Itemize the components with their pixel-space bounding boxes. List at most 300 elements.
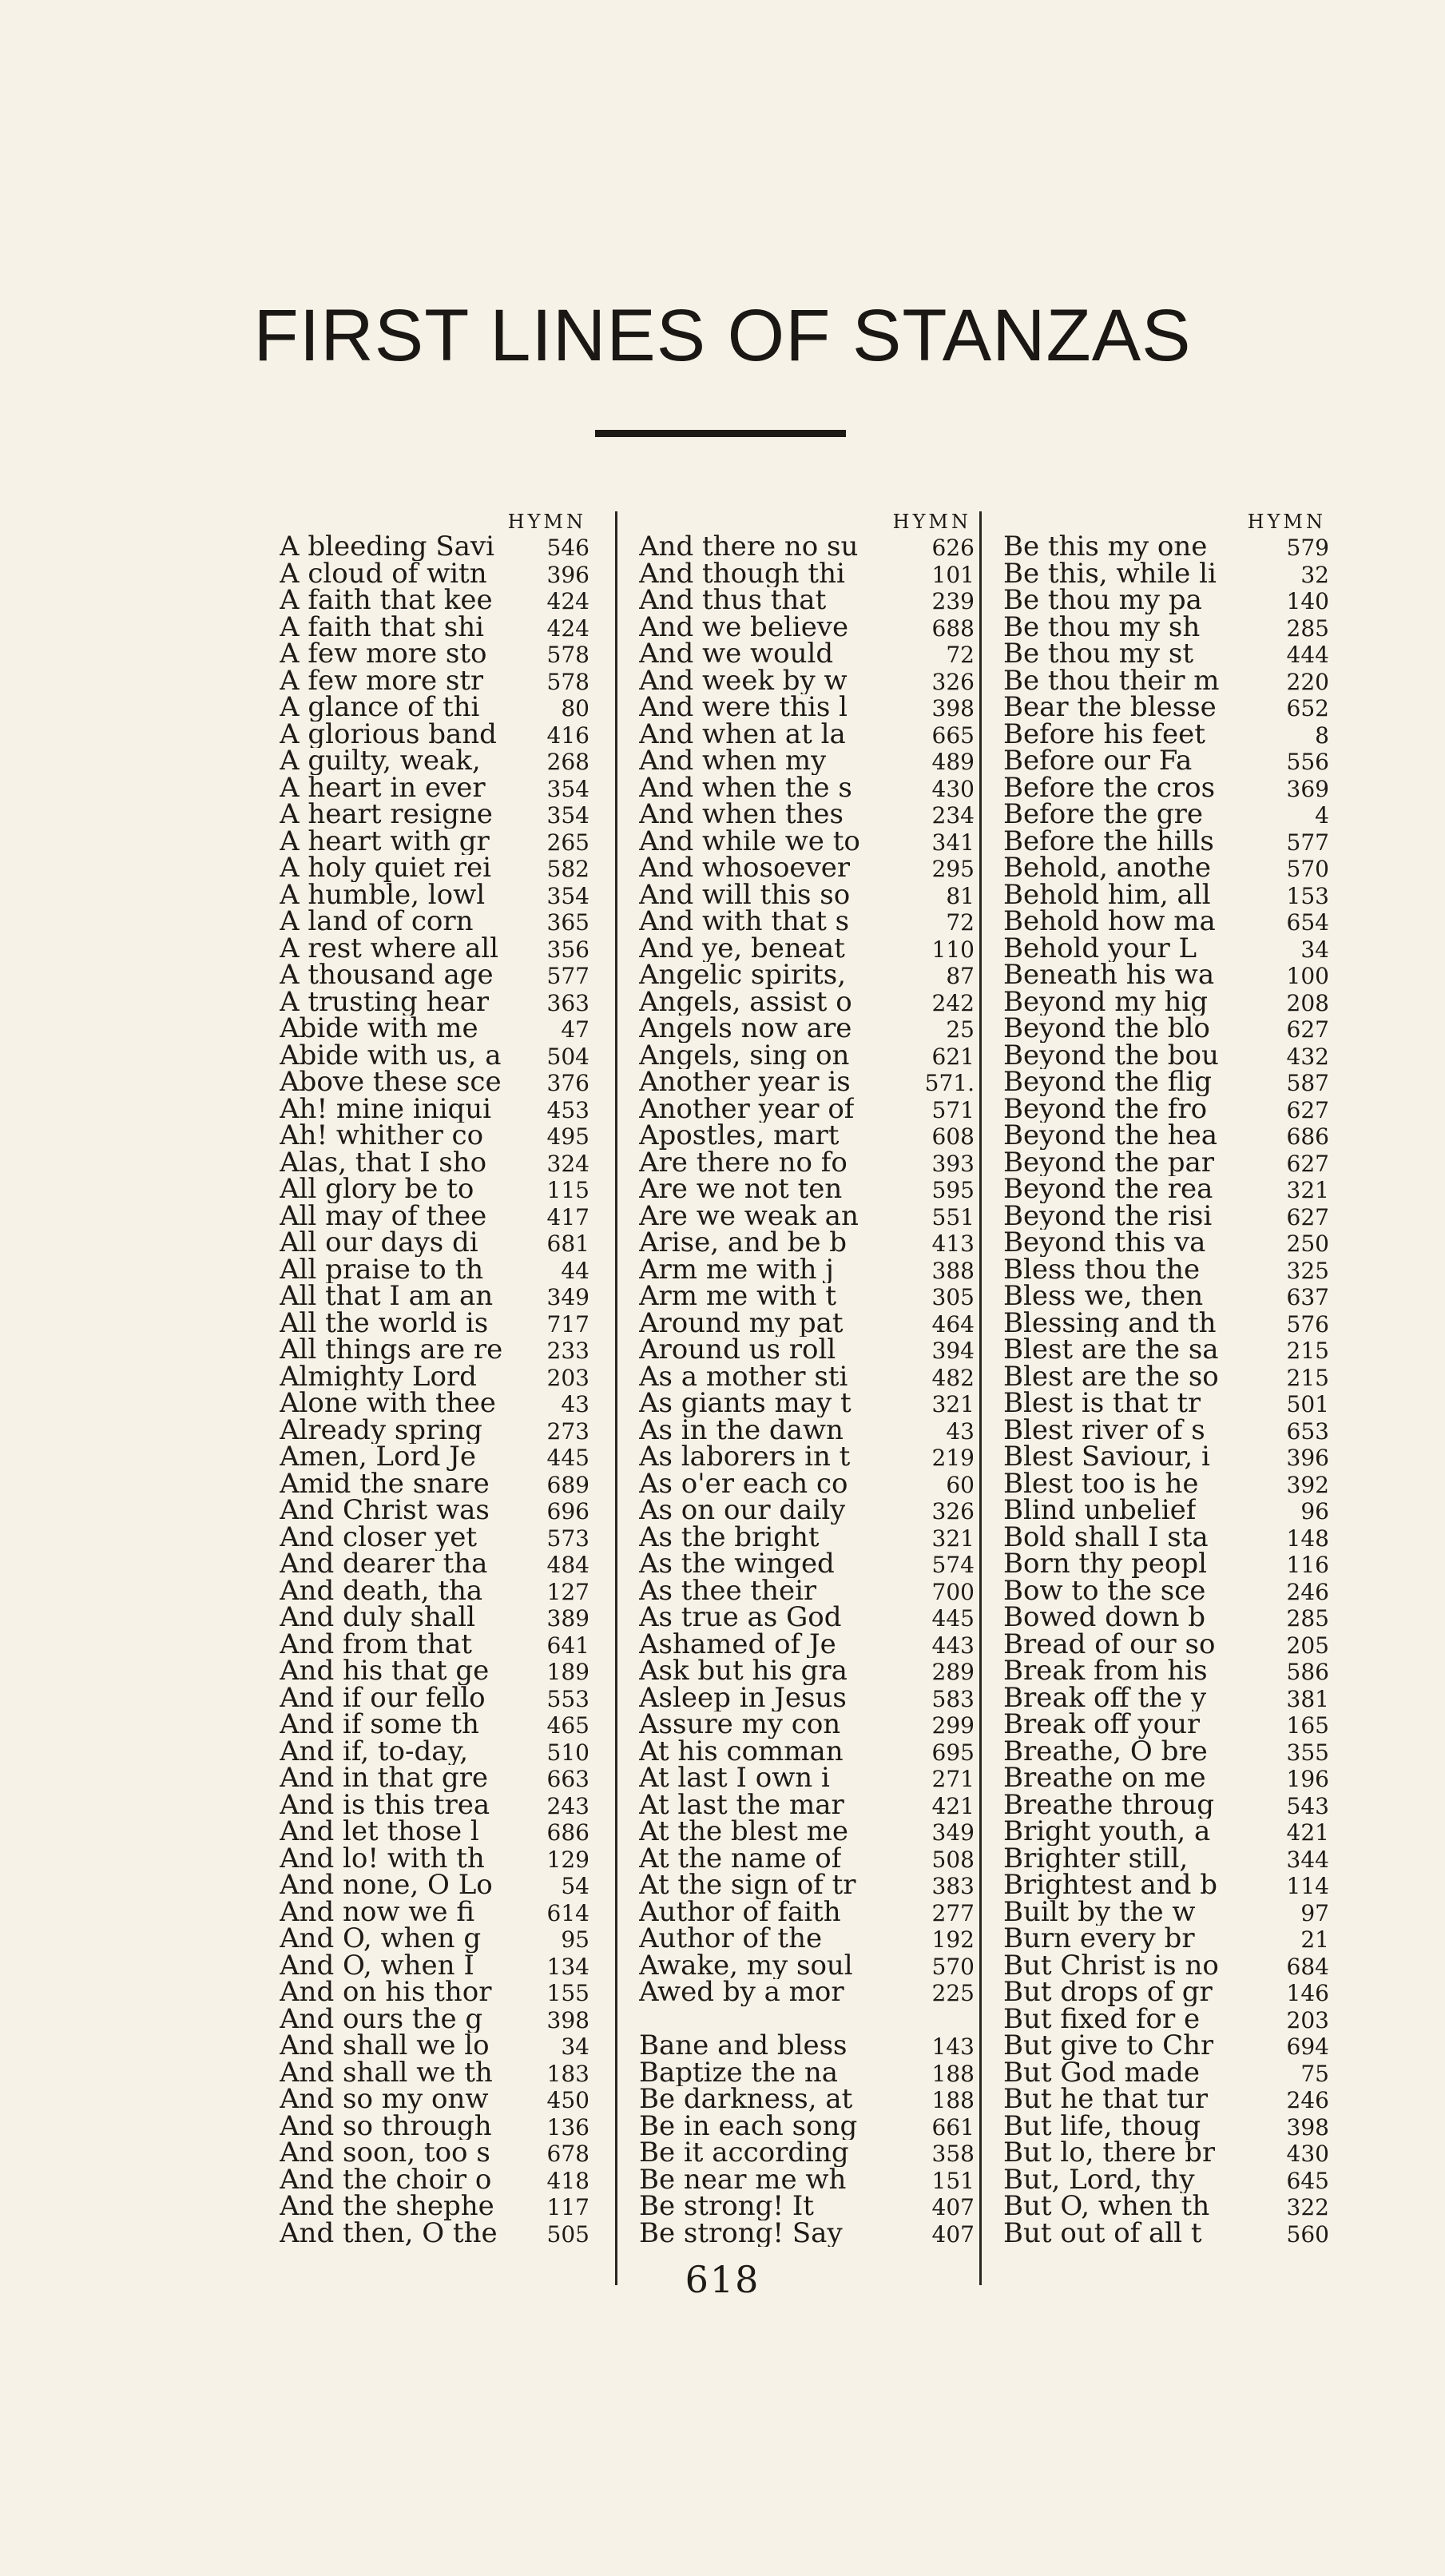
first-line-text: Above these sce xyxy=(280,1069,502,1096)
first-line-text: And dearer tha xyxy=(280,1551,488,1578)
first-line-text: Beyond the par xyxy=(1003,1149,1215,1176)
first-line-text: A holy quiet rei xyxy=(280,855,491,882)
first-line-text: Blest river of s xyxy=(1003,1417,1205,1444)
title-rule xyxy=(595,430,846,437)
hymn-number: 72 xyxy=(946,909,975,936)
first-line-text: Already spring xyxy=(280,1417,482,1444)
hymn-number: 689 xyxy=(546,1471,590,1498)
hymn-number: 250 xyxy=(1286,1230,1329,1257)
first-line-text: A rest where all xyxy=(280,935,498,962)
first-line-text: At last the mar xyxy=(639,1791,844,1819)
hymn-number: 560 xyxy=(1286,2220,1329,2248)
hymn-number: 134 xyxy=(546,1953,590,1980)
index-entry xyxy=(1003,1979,1329,2006)
first-line-text: And his that ge xyxy=(280,1658,490,1685)
first-line-text: And then, O the xyxy=(280,2220,498,2247)
hymn-number: 355 xyxy=(1286,1739,1329,1766)
index-column-2 xyxy=(639,510,975,2247)
first-line-text: Around my pat xyxy=(639,1310,844,1337)
first-line-text: Ashamed of Je xyxy=(639,1631,836,1658)
hymn-number: 47 xyxy=(561,1016,590,1043)
first-line-text: And so through xyxy=(280,2113,492,2140)
first-line-text: And when thes xyxy=(639,801,844,829)
hymn-number: 117 xyxy=(546,2194,590,2220)
first-line-text: Bread of our so xyxy=(1003,1631,1216,1658)
index-entry xyxy=(280,908,590,936)
index-entry xyxy=(280,1953,590,1980)
first-line-text: And is this trea xyxy=(280,1791,490,1819)
first-line-text: Before the cros xyxy=(1003,774,1216,801)
first-line-text: A humble, lowl xyxy=(280,881,486,908)
first-line-text: And the shephe xyxy=(280,2193,494,2220)
first-line-text: And were this l xyxy=(639,694,848,722)
first-line-text: A bleeding Savi xyxy=(280,534,494,561)
first-line-text: As giants may t xyxy=(639,1390,852,1417)
index-entry xyxy=(639,1632,975,1659)
index-entry xyxy=(1003,748,1329,775)
hymn-number: 694 xyxy=(1286,2033,1329,2060)
hymn-number: 443 xyxy=(931,1632,975,1659)
hymn-number: 678 xyxy=(546,2141,590,2167)
hymn-number: 444 xyxy=(1286,642,1329,668)
index-entry xyxy=(639,587,975,614)
index-entry xyxy=(280,641,590,668)
hymn-number: 148 xyxy=(1286,1525,1329,1552)
index-entry xyxy=(280,2086,590,2113)
index-entry xyxy=(639,1739,975,1766)
index-entry xyxy=(280,1846,590,1873)
hymn-number: 392 xyxy=(1286,1471,1329,1498)
first-line-text: As laborers in t xyxy=(639,1444,851,1471)
hymn-number: 341 xyxy=(931,829,975,856)
hymn-number: 376 xyxy=(546,1070,590,1096)
first-line-text: And while we to xyxy=(639,828,860,855)
index-entry xyxy=(1003,775,1329,802)
index-entry xyxy=(639,2167,975,2194)
first-line-text: Beneath his wa xyxy=(1003,962,1215,989)
index-entry xyxy=(280,1444,590,1471)
hymn-number: 196 xyxy=(1286,1766,1329,1792)
first-line-text: Bold shall I sta xyxy=(1003,1524,1209,1551)
index-entry xyxy=(280,1632,590,1659)
index-entry xyxy=(1003,855,1329,882)
hymn-number: 234 xyxy=(931,802,975,829)
hymn-number: 34 xyxy=(561,2033,590,2060)
index-entry xyxy=(639,962,975,989)
index-column-1 xyxy=(280,510,590,2247)
index-entry xyxy=(280,1872,590,1899)
first-line-text: Beyond the risi xyxy=(1003,1203,1213,1230)
first-line-text: And duly shall xyxy=(280,1604,475,1632)
hymn-number: 700 xyxy=(931,1578,975,1605)
first-line-text: Alone with thee xyxy=(280,1390,496,1417)
hymn-number: 165 xyxy=(1286,1712,1329,1739)
index-column-3 xyxy=(1003,510,1329,2247)
index-entry xyxy=(639,1578,975,1605)
index-entry xyxy=(639,1497,975,1525)
first-line-text: Blest are the sa xyxy=(1003,1337,1219,1364)
hymn-number: 579 xyxy=(1286,535,1329,561)
hymn-number: 396 xyxy=(546,561,590,588)
hymn-number: 129 xyxy=(546,1846,590,1873)
hymn-number: 583 xyxy=(931,1685,975,1712)
index-entry xyxy=(1003,1846,1329,1873)
index-entry xyxy=(1003,962,1329,989)
hymn-number: 271 xyxy=(931,1766,975,1792)
index-entry xyxy=(280,1096,590,1123)
first-line-text: And lo! with th xyxy=(280,1845,485,1872)
hymn-number: 95 xyxy=(561,1926,590,1953)
hymn-number: 363 xyxy=(546,989,590,1016)
first-line-text: Author of faith xyxy=(639,1898,841,1926)
hymn-number: 153 xyxy=(1286,882,1329,909)
index-entry xyxy=(639,1846,975,1873)
index-entry xyxy=(1003,2167,1329,2194)
first-line-text: Be this my one xyxy=(1003,534,1208,561)
index-entry xyxy=(280,1471,590,1498)
first-line-text: Blest is that tr xyxy=(1003,1390,1201,1417)
first-line-text: But life, thoug xyxy=(1003,2113,1201,2140)
index-entry xyxy=(1003,1069,1329,1096)
first-line-text: And we believe xyxy=(639,614,849,641)
hymn-number: 97 xyxy=(1300,1899,1329,1926)
first-line-text: Angelic spirits, xyxy=(639,962,847,989)
first-line-text: Bear the blesse xyxy=(1003,694,1217,722)
first-line-text: As o'er each co xyxy=(639,1470,848,1497)
first-line-text: Break off your xyxy=(1003,1711,1201,1739)
index-entry xyxy=(639,614,975,642)
hymn-number: 96 xyxy=(1300,1498,1329,1525)
index-entry xyxy=(1003,2006,1329,2033)
hymn-number: 595 xyxy=(931,1177,975,1203)
hymn-number: 321 xyxy=(931,1391,975,1417)
hymn-number: 416 xyxy=(546,722,590,749)
index-entry xyxy=(280,1364,590,1391)
hymn-number: 653 xyxy=(1286,1417,1329,1445)
hymn-number: 289 xyxy=(931,1659,975,1685)
hymn-number: 505 xyxy=(546,2220,590,2248)
hymn-number: 203 xyxy=(546,1364,590,1391)
index-entry xyxy=(1003,1310,1329,1338)
first-line-text: Author of the xyxy=(639,1926,823,1953)
index-entry xyxy=(280,801,590,829)
index-entry xyxy=(1003,908,1329,936)
index-entry xyxy=(280,936,590,963)
index-entry xyxy=(280,989,590,1016)
index-entry xyxy=(639,1390,975,1417)
hymn-number: 570 xyxy=(931,1953,975,1980)
hymn-number: 349 xyxy=(931,1819,975,1846)
hymn-number: 4 xyxy=(1315,802,1329,829)
hymn-number: 208 xyxy=(1286,989,1329,1016)
hymn-number: 246 xyxy=(1286,1578,1329,1605)
hymn-number: 686 xyxy=(546,1819,590,1846)
hymn-number: 354 xyxy=(546,882,590,909)
first-line-text: Beyond the hea xyxy=(1003,1123,1218,1150)
first-line-text: Be thou my sh xyxy=(1003,614,1201,641)
index-entry xyxy=(639,668,975,695)
column-header: HYMN xyxy=(507,511,586,533)
hymn-number: 396 xyxy=(1286,1445,1329,1471)
first-line-text: Breathe on me xyxy=(1003,1765,1206,1792)
first-line-text: All glory be to xyxy=(280,1176,474,1203)
hymn-number: 661 xyxy=(931,2113,975,2141)
hymn-number: 72 xyxy=(946,642,975,668)
hymn-number: 295 xyxy=(931,856,975,882)
first-line-text: Ah! whither co xyxy=(280,1123,484,1150)
first-line-text: Before his feet xyxy=(1003,721,1205,748)
index-entry xyxy=(1003,2060,1329,2087)
index-entry xyxy=(280,1230,590,1257)
hymn-number: 551 xyxy=(931,1203,975,1230)
index-entry xyxy=(639,1016,975,1043)
hymn-number: 407 xyxy=(931,2220,975,2248)
index-entry xyxy=(639,1257,975,1284)
first-line-text: Blessing and th xyxy=(1003,1310,1217,1337)
first-line-text: Built by the w xyxy=(1003,1898,1196,1926)
hymn-number: 464 xyxy=(931,1310,975,1338)
first-line-text: As the bright xyxy=(639,1524,820,1551)
index-entry xyxy=(639,1685,975,1712)
first-line-text: And if some th xyxy=(280,1711,479,1739)
index-entry xyxy=(1003,1578,1329,1605)
first-line-text: Bane and bless xyxy=(639,2033,848,2060)
first-line-text: But fixed for e xyxy=(1003,2006,1201,2033)
first-line-text: And when my xyxy=(639,748,827,775)
first-line-text: Beyond the blo xyxy=(1003,1016,1210,1043)
first-line-text: A few more sto xyxy=(280,641,487,668)
hymn-number: 489 xyxy=(931,749,975,775)
index-entry xyxy=(280,1203,590,1230)
hymn-number: 115 xyxy=(546,1177,590,1203)
first-line-text: Amen, Lord Je xyxy=(280,1444,477,1471)
first-line-text: And on his thor xyxy=(280,1979,492,2006)
index-entry xyxy=(639,829,975,856)
index-entry xyxy=(1003,1337,1329,1364)
hymn-number: 445 xyxy=(546,1445,590,1471)
first-line-text: And thus that xyxy=(639,587,827,614)
first-line-text: Before the gre xyxy=(1003,801,1203,829)
first-line-text: And O, when I xyxy=(280,1952,474,1979)
first-line-text: And though thi xyxy=(639,560,845,587)
index-entry xyxy=(639,1230,975,1257)
first-line-text: A trusting hear xyxy=(280,988,490,1016)
index-entry xyxy=(1003,1123,1329,1150)
hymn-number: 445 xyxy=(931,1605,975,1632)
hymn-number: 127 xyxy=(546,1578,590,1605)
first-line-text: All praise to th xyxy=(280,1256,484,1283)
first-line-text: Alas, that I sho xyxy=(280,1149,487,1176)
index-entry xyxy=(280,1551,590,1578)
first-line-text: Be this, while li xyxy=(1003,560,1217,587)
first-line-text: And in that gre xyxy=(280,1765,489,1792)
hymn-number: 430 xyxy=(931,775,975,802)
hymn-number: 695 xyxy=(931,1739,975,1766)
first-line-text: Blest are the so xyxy=(1003,1363,1219,1390)
index-entry xyxy=(639,2060,975,2087)
index-entry xyxy=(1003,2220,1329,2248)
first-line-text: And soon, too s xyxy=(280,2140,490,2167)
hymn-number: 183 xyxy=(546,2060,590,2087)
index-entry xyxy=(639,775,975,802)
first-line-text: All the world is xyxy=(280,1310,489,1337)
index-entry xyxy=(280,1979,590,2006)
hymn-number: 143 xyxy=(931,2033,975,2060)
index-entry xyxy=(639,1604,975,1632)
index-entry xyxy=(639,2193,975,2220)
hymn-number: 484 xyxy=(546,1552,590,1578)
first-line-text: But out of all t xyxy=(1003,2220,1202,2247)
hymn-number: 299 xyxy=(931,1712,975,1739)
first-line-text: Are there no fo xyxy=(639,1149,848,1176)
hymn-number: 101 xyxy=(931,561,975,588)
hymn-number: 220 xyxy=(1286,668,1329,695)
first-line-text: Awed by a mor xyxy=(639,1979,844,2006)
index-entry xyxy=(1003,2086,1329,2113)
first-line-text: Bless thou the xyxy=(1003,1256,1201,1283)
first-line-text: As thee their xyxy=(639,1577,817,1604)
hymn-number: 587 xyxy=(1286,1070,1329,1096)
index-entry xyxy=(280,668,590,695)
first-line-text: Arm me with t xyxy=(639,1283,837,1310)
index-entry xyxy=(280,534,590,561)
first-line-text: As a mother sti xyxy=(639,1363,848,1390)
index-entry xyxy=(280,829,590,856)
first-line-text: Born thy peopl xyxy=(1003,1551,1207,1578)
hymn-number: 321 xyxy=(1286,1177,1329,1203)
index-entry xyxy=(639,1979,975,2006)
first-line-text: At last I own i xyxy=(639,1765,830,1792)
index-entry xyxy=(639,694,975,722)
hymn-number: 225 xyxy=(931,1980,975,2006)
first-line-text: And we would xyxy=(639,641,834,668)
index-entry xyxy=(280,2167,590,2194)
hymn-number: 389 xyxy=(546,1605,590,1632)
index-entry xyxy=(1003,1016,1329,1043)
index-entry xyxy=(280,2060,590,2087)
first-line-text: Angels, assist o xyxy=(639,988,852,1016)
hymn-number: 654 xyxy=(1286,909,1329,936)
hymn-number: 265 xyxy=(546,829,590,856)
index-entry xyxy=(639,801,975,829)
hymn-number: 21 xyxy=(1300,1926,1329,1953)
index-entry xyxy=(280,1578,590,1605)
index-entry xyxy=(639,1417,975,1445)
first-line-text: But O, when th xyxy=(1003,2193,1210,2220)
first-line-text: Awake, my soul xyxy=(639,1952,853,1979)
hymn-number: 627 xyxy=(1286,1203,1329,1230)
hymn-number: 354 xyxy=(546,802,590,829)
hymn-number: 243 xyxy=(546,1792,590,1819)
first-line-text: Blind unbelief xyxy=(1003,1497,1197,1525)
first-line-text: Beyond this va xyxy=(1003,1230,1206,1257)
index-entry xyxy=(639,1525,975,1552)
index-entry xyxy=(1003,1096,1329,1123)
index-entry xyxy=(280,1283,590,1310)
index-entry xyxy=(1003,829,1329,856)
index-entry xyxy=(639,1203,975,1230)
column-header: HYMN xyxy=(892,511,971,533)
index-entry xyxy=(280,1043,590,1070)
index-entry xyxy=(639,641,975,668)
hymn-number: 556 xyxy=(1286,749,1329,775)
index-entry xyxy=(1003,2140,1329,2167)
index-entry xyxy=(1003,694,1329,722)
hymn-number: 8 xyxy=(1315,722,1329,749)
hymn-number: 614 xyxy=(546,1899,590,1926)
index-entry xyxy=(1003,1792,1329,1819)
hymn-number: 215 xyxy=(1286,1338,1329,1364)
first-line-text: Ask but his gra xyxy=(639,1658,848,1685)
hymn-number: 546 xyxy=(546,535,590,561)
hymn-number: 577 xyxy=(1286,829,1329,856)
hymn-number: 576 xyxy=(1286,1310,1329,1338)
index-entry xyxy=(639,561,975,588)
index-entry xyxy=(280,694,590,722)
index-entry xyxy=(1003,1899,1329,1926)
hymn-number: 573 xyxy=(546,1525,590,1552)
index-entry xyxy=(280,1497,590,1525)
index-entry xyxy=(1003,1497,1329,1525)
hymn-number: 413 xyxy=(931,1230,975,1257)
first-line-text: Blest Saviour, i xyxy=(1003,1444,1210,1471)
first-line-text: And if, to-day, xyxy=(280,1738,469,1765)
first-line-text: Brightest and b xyxy=(1003,1872,1217,1899)
hymn-number: 543 xyxy=(1286,1792,1329,1819)
index-entry xyxy=(1003,1926,1329,1953)
first-line-text: And from that xyxy=(280,1631,472,1658)
index-entry xyxy=(280,1792,590,1819)
hymn-number: 574 xyxy=(931,1552,975,1578)
hymn-number: 268 xyxy=(546,749,590,775)
hymn-number: 326 xyxy=(931,1498,975,1525)
first-line-text: Be in each song xyxy=(639,2113,858,2140)
first-line-text: Abide with me xyxy=(280,1016,478,1043)
first-line-text: Arise, and be b xyxy=(639,1230,848,1257)
index-entry xyxy=(639,1953,975,1980)
hymn-number: 663 xyxy=(546,1766,590,1792)
index-entry xyxy=(1003,1417,1329,1445)
index-entry xyxy=(280,1685,590,1712)
hymn-number: 110 xyxy=(931,936,975,963)
hymn-number: 80 xyxy=(561,695,590,722)
first-line-text: A land of corn xyxy=(280,908,474,936)
hymn-number: 626 xyxy=(931,535,975,561)
hymn-number: 504 xyxy=(546,1043,590,1070)
hymn-number: 151 xyxy=(931,2167,975,2194)
index-entry xyxy=(1003,1390,1329,1417)
index-entry xyxy=(1003,614,1329,642)
hymn-number: 424 xyxy=(546,588,590,614)
first-line-text: Bowed down b xyxy=(1003,1604,1206,1632)
first-line-text: Break from his xyxy=(1003,1658,1208,1685)
first-line-text: But, Lord, thy xyxy=(1003,2166,1195,2193)
first-line-text: Be strong! It xyxy=(639,2193,814,2220)
index-entry xyxy=(280,748,590,775)
hymn-number: 608 xyxy=(931,1123,975,1150)
index-entry xyxy=(1003,1257,1329,1284)
first-line-text: As true as God xyxy=(639,1604,842,1632)
hymn-number: 365 xyxy=(546,909,590,936)
index-entry xyxy=(1003,587,1329,614)
first-line-text: Be it according xyxy=(639,2140,849,2167)
first-line-text: And shall we lo xyxy=(280,2033,490,2060)
hymn-number: 637 xyxy=(1286,1284,1329,1310)
first-line-text: Breathe throug xyxy=(1003,1791,1215,1819)
hymn-number: 100 xyxy=(1286,963,1329,989)
index-entry xyxy=(280,722,590,749)
hymn-number: 418 xyxy=(546,2167,590,2194)
